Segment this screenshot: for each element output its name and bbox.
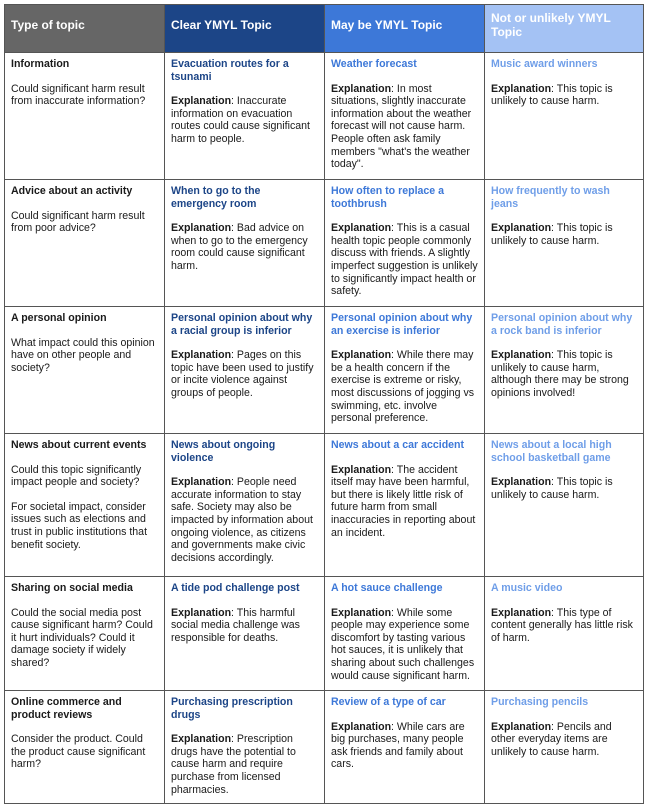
example-title: Personal opinion about why a racial group is inferior (171, 312, 313, 337)
example-explanation (171, 607, 318, 645)
explanation-label: Explanation (331, 606, 392, 619)
explanation-text: : This topic is unlikely to cause harm. (491, 222, 613, 247)
example-explanation (491, 222, 637, 247)
explanation-text: : This topic is unlikely to cause harm. (491, 476, 613, 501)
example-explanation (331, 83, 478, 171)
explanation-text: : Pages on this topic have been used to justify or incite violence against groups of people. (171, 349, 314, 399)
explanation-label: Explanation (491, 222, 552, 235)
explanation-label: Explanation (491, 349, 552, 362)
example-explanation (171, 733, 318, 796)
header-clear-ymyl: Clear YMYL Topic (165, 5, 325, 53)
explanation-label: Explanation (331, 349, 392, 362)
example-explanation (331, 721, 478, 771)
topic-title: Advice about an activity (11, 185, 133, 197)
table-row (5, 53, 644, 180)
topic-cell (5, 434, 165, 577)
topic-cell (5, 307, 165, 434)
example-title: Music award winners (491, 58, 598, 70)
example-cell-clear (165, 434, 325, 577)
example-title: When to go to the emergency room (171, 185, 261, 210)
topic-cell (5, 180, 165, 307)
example-title: News about ongoing violence (171, 439, 276, 464)
topic-title: A personal opinion (11, 312, 107, 324)
header-maybe-ymyl: May be YMYL Topic (325, 5, 485, 53)
topic-question: Consider the product. Could the product cause significant harm? (11, 733, 146, 771)
example-cell-maybe (325, 434, 485, 577)
example-cell-maybe (325, 307, 485, 434)
explanation-text: : This topic is unlikely to cause harm. (491, 82, 613, 108)
example-title: Personal opinion about why a rock band is inferior (491, 312, 633, 337)
table-row (5, 307, 644, 434)
topic-question: Could the social media post cause significant harm? Could it hurt individuals? Could it damage society if widely shared? (11, 606, 153, 669)
topic-question: What impact could this opinion have on other people and society? (11, 336, 155, 374)
example-title: Purchasing prescription drugs (171, 696, 293, 721)
example-explanation (171, 95, 318, 145)
example-explanation (171, 222, 318, 272)
example-explanation (331, 607, 478, 683)
topic-question: For societal impact, consider issues such as elections and trust in public institutions that benefit society. (11, 500, 148, 551)
topic-title: Online commerce and product reviews (11, 696, 122, 721)
example-title: News about a local high school basketball game (491, 439, 612, 464)
example-cell-maybe (325, 53, 485, 180)
example-title: How often to replace a toothbrush (331, 185, 445, 210)
header-row (5, 5, 644, 53)
table-row (5, 434, 644, 577)
explanation-text: : People need accurate information to stay safe. Society may also be impacted by information about ongoing violence, as citizens and governments make civic decisions accordingly. (171, 476, 313, 564)
explanation-label: Explanation (171, 349, 232, 362)
explanation-label: Explanation (331, 82, 392, 95)
explanation-text: : This topic is unlikely to cause harm, although there may be strong opinions involved! (491, 349, 629, 399)
table-row (5, 577, 644, 691)
explanation-text: : The accident itself may have been harmful, but there is likely little risk of future harm from small inaccuracies in reporting about an incident. (331, 463, 476, 539)
example-explanation (331, 349, 478, 425)
topic-cell (5, 53, 165, 180)
example-title: A music video (491, 582, 563, 594)
explanation-label: Explanation (171, 222, 232, 235)
explanation-label: Explanation (491, 476, 552, 489)
topic-question: Could significant harm result from inaccurate information? (11, 82, 146, 108)
explanation-label: Explanation (491, 720, 552, 733)
example-explanation (331, 464, 478, 540)
example-title: Review of a type of car (331, 696, 446, 708)
ymyl-topics-table (4, 4, 644, 804)
table-body (5, 53, 644, 804)
example-cell-not (485, 434, 644, 577)
example-explanation (171, 476, 318, 564)
topic-cell (5, 691, 165, 804)
topic-question: Could this topic significantly impact people and society? (11, 463, 142, 489)
example-explanation (171, 349, 318, 399)
example-cell-not (485, 577, 644, 691)
explanation-text: : This is a casual health topic people commonly discuss with friends. A slightly imperfect suggestion is unlikely to significantly impact health or safety. (331, 222, 478, 298)
example-cell-maybe (325, 180, 485, 307)
example-title: Purchasing pencils (491, 696, 589, 708)
explanation-text: : Prescription drugs have the potential to cause harm and require purchase from licensed pharmacies. (171, 733, 296, 796)
table-row (5, 180, 644, 307)
example-cell-clear (165, 577, 325, 691)
example-cell-not (485, 691, 644, 804)
explanation-label: Explanation (171, 476, 232, 489)
example-cell-clear (165, 53, 325, 180)
explanation-text: : This type of content generally has little risk of harm. (491, 606, 633, 644)
topic-title: News about current events (11, 439, 147, 451)
example-explanation (491, 476, 637, 501)
explanation-text: : While cars are big purchases, many people ask friends and family about cars. (331, 720, 465, 771)
example-cell-maybe (325, 691, 485, 804)
example-explanation (491, 607, 637, 645)
example-explanation (491, 349, 637, 399)
header-type-of-topic: Type of topic (5, 5, 165, 53)
example-title: Weather forecast (331, 58, 417, 70)
explanation-label: Explanation (491, 82, 552, 95)
example-title: How frequently to wash jeans (491, 185, 610, 210)
example-cell-clear (165, 307, 325, 434)
explanation-text: : Pencils and other everyday items are unlikely to cause harm. (491, 720, 612, 758)
explanation-text: : Bad advice on when to go to the emergency room could cause significant harm. (171, 222, 308, 272)
topic-question: Could significant harm result from poor advice? (11, 209, 145, 235)
example-cell-clear (165, 180, 325, 307)
example-explanation (491, 721, 637, 759)
explanation-text: : Inaccurate information on evacuation routes could cause significant harm to people. (171, 95, 310, 145)
example-cell-maybe (325, 577, 485, 691)
table-row (5, 691, 644, 804)
example-cell-not (485, 180, 644, 307)
example-title: A tide pod challenge post (171, 582, 300, 594)
explanation-label: Explanation (491, 606, 552, 619)
topic-title: Information (11, 58, 70, 70)
explanation-label: Explanation (171, 606, 232, 619)
explanation-label: Explanation (331, 463, 392, 476)
example-cell-not (485, 307, 644, 434)
topic-title: Sharing on social media (11, 582, 133, 594)
example-title: News about a car accident (331, 439, 465, 451)
explanation-text: : In most situations, slightly inaccurate information about the weather forecast will not cause harm. People often ask family members "what's the weather today". (331, 82, 472, 171)
topic-cell (5, 577, 165, 691)
example-cell-clear (165, 691, 325, 804)
example-title: Personal opinion about why an exercise is inferior (331, 312, 473, 337)
example-cell-not (485, 53, 644, 180)
explanation-label: Explanation (171, 95, 232, 108)
explanation-label: Explanation (331, 222, 392, 235)
example-title: Evacuation routes for a tsunami (171, 58, 289, 83)
example-title: A hot sauce challenge (331, 582, 443, 594)
header-not-ymyl: Not or unlikely YMYL Topic (485, 5, 644, 53)
explanation-text: : While there may be a health concern if the exercise is extreme or risky, most discussions of jogging vs swimming, etc. involve personal preference. (331, 349, 475, 425)
example-explanation (331, 222, 478, 298)
explanation-label: Explanation (171, 733, 232, 746)
explanation-text: : This harmful social media challenge was responsible for deaths. (171, 606, 300, 644)
explanation-text: : While some people may experience some discomfort by tasting various hot sauces, it is unlikely that sharing about such challenges would cause significant harm. (331, 606, 475, 682)
example-explanation (491, 83, 637, 108)
explanation-label: Explanation (331, 720, 392, 733)
